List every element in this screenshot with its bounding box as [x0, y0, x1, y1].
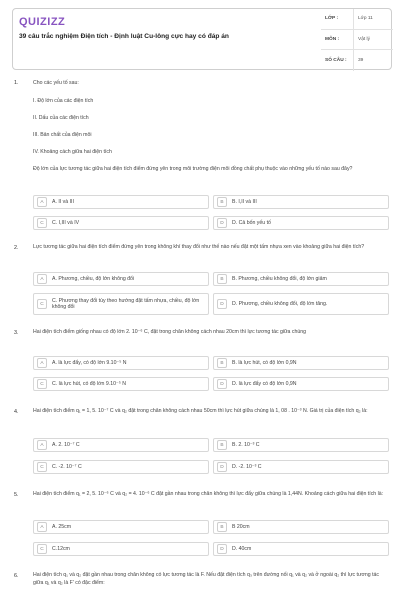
option-text: A. là lực đẩy, có độ lớn 9.10⁻⁵ N: [52, 359, 127, 366]
option-letter: B: [217, 197, 227, 207]
question-item: II. Dấu của các điện tích: [33, 115, 89, 121]
option-text: D. Cả bốn yếu tố: [232, 219, 271, 226]
option-text: B. Phương, chiều không đổi, độ lớn giảm: [232, 275, 327, 282]
answer-option-d[interactable]: [213, 460, 389, 474]
option-text: D. Phương, chiều không đổi, độ lớn tăng.: [232, 300, 328, 307]
question-number: 3.: [14, 330, 19, 336]
option-text: B 20cm: [232, 523, 250, 530]
answer-option-a[interactable]: [33, 195, 209, 209]
answer-option-a[interactable]: [33, 272, 209, 286]
option-letter: C: [37, 218, 47, 228]
question-item: I. Độ lớn của các điện tích: [33, 98, 94, 104]
option-letter: C: [37, 544, 47, 554]
meta-row-count: [321, 50, 393, 71]
question-text: Hai điện tích điểm q₁ = 1, 5. 10⁻⁷ C và q₂ đặt trong chân không cách nhau 50cm thì lực hút giữa chúng là 1, 08 . 10⁻³ N. Giá trị của điện tích q₂ là:: [33, 408, 368, 414]
option-text: C. Phương thay đổi tùy theo hướng đặt tấm nhựa, chiều, độ lớn không đổi: [52, 297, 200, 310]
option-letter: A: [37, 522, 47, 532]
answer-option-b[interactable]: [213, 272, 389, 286]
option-text: D. 40cm: [232, 545, 252, 552]
question-intro: Cho các yếu tố sau:: [33, 80, 79, 86]
option-text: C. I,III và IV: [52, 219, 80, 226]
answer-option-b[interactable]: [213, 520, 389, 534]
answer-option-c[interactable]: [33, 377, 209, 391]
question-number: 6.: [14, 573, 19, 579]
option-text: B. 2. 10⁻³ C: [232, 441, 260, 448]
option-letter: A: [37, 197, 47, 207]
worksheet-title: 39 câu trắc nghiệm Điện tích - Định luật Cu-lông cực hay có đáp án: [19, 33, 229, 40]
question-text: Lực tương tác giữa hai điện tích điểm đứng yên trong không khí thay đổi như thế nào nếu đặt một tấm nhựa xen vào khoảng giữa hai điện tích?: [33, 244, 365, 250]
meta-value: 39: [353, 50, 393, 71]
option-letter: C: [37, 379, 47, 389]
answer-option-b[interactable]: [213, 195, 389, 209]
answer-option-c[interactable]: [33, 460, 209, 474]
option-text: A. 2. 10⁻⁷ C: [52, 441, 80, 448]
question-text: Hai điện tích điểm giống nhau có độ lớn 2. 10⁻⁶ C, đặt trong chân không cách nhau 20cm thì lực tương tác giữa chúng: [33, 329, 306, 335]
question-number: 5.: [14, 492, 19, 498]
option-letter: B: [217, 440, 227, 450]
answer-option-a[interactable]: [33, 520, 209, 534]
answer-option-c[interactable]: [33, 216, 209, 230]
answer-option-c[interactable]: [33, 542, 209, 556]
option-letter: B: [217, 358, 227, 368]
answer-option-b[interactable]: [213, 356, 389, 370]
meta-row-subject: [321, 30, 393, 51]
answer-option-b[interactable]: [213, 438, 389, 452]
option-text: B. I,II và III: [232, 198, 257, 205]
option-letter: D: [217, 218, 227, 228]
option-letter: C: [37, 462, 47, 472]
question-number: 1.: [14, 80, 19, 86]
answer-option-d[interactable]: [213, 293, 389, 315]
option-text: A. II và III: [52, 198, 74, 205]
option-letter: A: [37, 274, 47, 284]
option-letter: D: [217, 544, 227, 554]
answer-option-a[interactable]: [33, 438, 209, 452]
option-text: C. là lực hút, có độ lớn 9.10⁻⁵ N: [52, 380, 127, 387]
option-letter: A: [37, 440, 47, 450]
question-item: IV. Khoảng cách giữa hai điện tích: [33, 149, 112, 155]
option-text: C. -2. 10⁻⁷ C: [52, 463, 82, 470]
answer-option-d[interactable]: [213, 216, 389, 230]
option-text: C.12cm: [52, 545, 70, 552]
question-text: Hai điện tích điểm q₁ = 2, 5. 10⁻⁶ C và q₂ = 4. 10⁻⁶ C đặt gần nhau trong chân không thì lực đẩy giữa chúng là 1,44N. Khoảng cách giữa hai điện tích là:: [33, 491, 384, 497]
option-letter: D: [217, 379, 227, 389]
option-text: A. 25cm: [52, 523, 72, 530]
option-letter: B: [217, 274, 227, 284]
option-text: B. là lực hút, có độ lớn 0,9N: [232, 359, 297, 366]
option-letter: A: [37, 358, 47, 368]
meta-value: Lớp 11: [353, 9, 393, 29]
option-text: D. là lực đẩy có độ lớn 0,9N: [232, 380, 297, 387]
option-text: D. -2. 10⁻³ C: [232, 463, 262, 470]
worksheet-meta: [321, 9, 393, 71]
worksheet-header: [12, 8, 392, 70]
option-letter: C: [37, 299, 47, 309]
option-letter: D: [217, 462, 227, 472]
question-text: Độ lớn của lực tương tác giữa hai điện tích điểm đứng yên trong môi trường điện môi đồng chất phụ thuộc vào những yếu tố nào sau đây?: [33, 166, 353, 172]
meta-value: Vật lý: [353, 30, 393, 50]
question-number: 2.: [14, 245, 19, 251]
question-item: III. Bản chất của điện môi: [33, 132, 92, 138]
answer-option-a[interactable]: [33, 356, 209, 370]
meta-row-class: [321, 9, 393, 30]
answer-option-d[interactable]: [213, 542, 389, 556]
option-letter: D: [217, 299, 227, 309]
option-letter: B: [217, 522, 227, 532]
quizizz-logo: QUIZIZZ: [19, 16, 66, 28]
meta-label: LỚP :: [325, 16, 339, 22]
meta-label: SỐ CÂU :: [325, 57, 347, 63]
question-number: 4.: [14, 409, 19, 415]
question-text: Hai điện tích q₁ và q₂ đặt gần nhau trong chân không có lực tương tác là F. Nếu đặt điện tích q₃ trên đường nối q₁ và q₂ và ở ngoài q₂ thì lực tương tác giữa q₁ và q₂ là F' có đặc điểm:: [33, 572, 380, 586]
option-text: A. Phương, chiều, độ lớn không đổi: [52, 275, 135, 282]
meta-label: MÔN :: [325, 36, 340, 42]
answer-option-c[interactable]: [33, 293, 209, 315]
answer-option-d[interactable]: [213, 377, 389, 391]
